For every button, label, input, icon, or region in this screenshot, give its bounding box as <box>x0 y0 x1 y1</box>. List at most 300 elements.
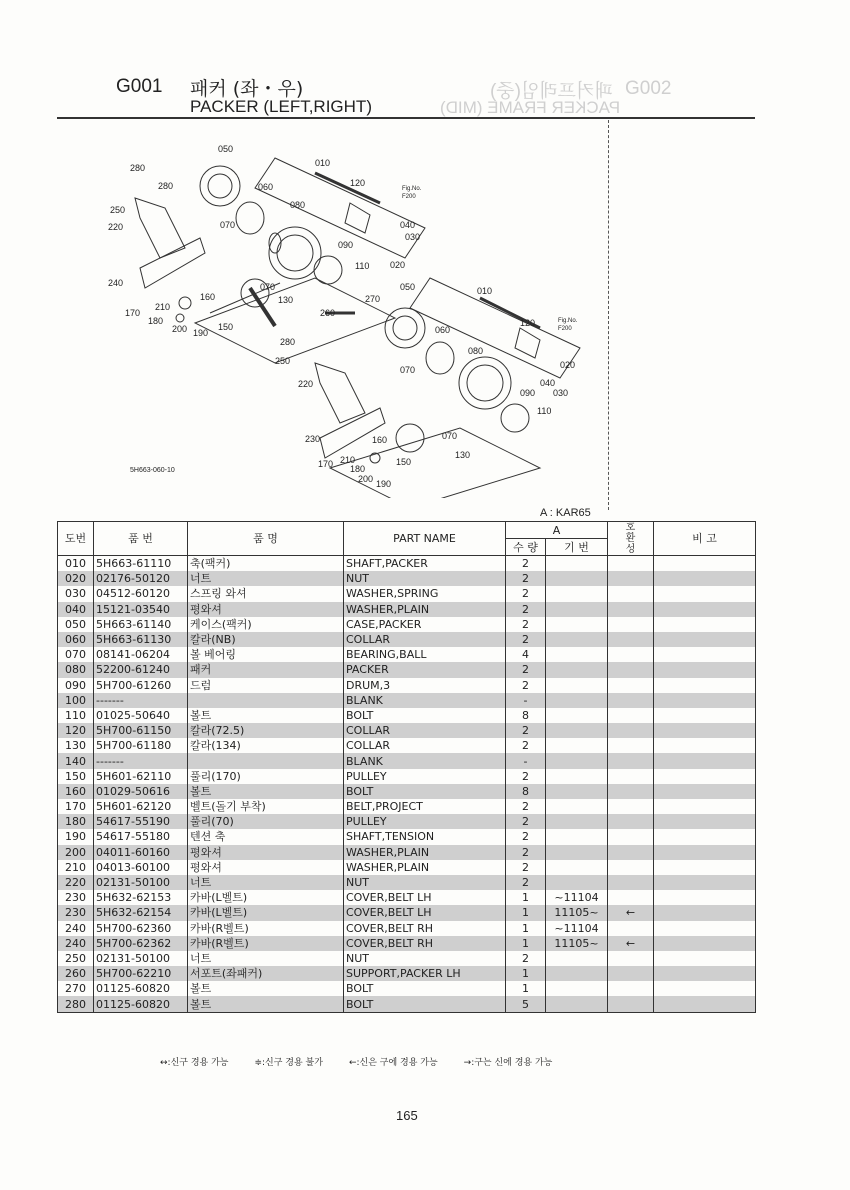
svg-text:130: 130 <box>455 450 471 460</box>
row-ref: 010 <box>58 556 94 572</box>
row-ref: 230 <box>58 890 94 905</box>
row-name-en: WASHER,PLAIN <box>344 602 506 617</box>
row-remarks <box>654 617 756 632</box>
row-qty: 2 <box>506 769 546 784</box>
row-serial <box>546 814 608 829</box>
row-interchange <box>608 996 654 1012</box>
svg-text:050: 050 <box>218 144 234 154</box>
bleed-through-title-ko: 패커프레임(중) <box>490 81 613 102</box>
row-qty: 1 <box>506 905 546 920</box>
row-remarks <box>654 723 756 738</box>
table-row <box>58 602 756 617</box>
row-name-ko: 너트 <box>188 571 344 586</box>
row-name-en: COVER,BELT LH <box>344 890 506 905</box>
row-ref: 160 <box>58 784 94 799</box>
row-part-no: 5H700-61260 <box>94 678 188 693</box>
row-ref: 240 <box>58 921 94 936</box>
row-serial <box>546 860 608 875</box>
svg-text:030: 030 <box>553 388 569 398</box>
row-part-no: 08141-06204 <box>94 647 188 662</box>
row-part-no: ------- <box>94 693 188 708</box>
table-row <box>58 845 756 860</box>
row-part-no: 02131-50100 <box>94 875 188 890</box>
row-name-ko: 볼트 <box>188 996 344 1012</box>
row-remarks <box>654 769 756 784</box>
row-name-ko: 축(팩커) <box>188 556 344 572</box>
row-interchange <box>608 632 654 647</box>
row-qty: - <box>506 693 546 708</box>
row-name-en: COVER,BELT RH <box>344 936 506 951</box>
table-row <box>58 829 756 844</box>
header-name-ko: 품 명 <box>188 522 344 556</box>
row-name-en: BELT,PROJECT <box>344 799 506 814</box>
svg-text:040: 040 <box>540 378 556 388</box>
svg-text:050: 050 <box>400 282 416 292</box>
header-interchange: 호 환 성 <box>608 522 654 556</box>
table-row <box>58 936 756 951</box>
row-qty: 2 <box>506 799 546 814</box>
table-row <box>58 556 756 572</box>
row-name-ko: 너트 <box>188 951 344 966</box>
row-interchange: ← <box>608 905 654 920</box>
row-name-en: NUT <box>344 951 506 966</box>
row-name-ko: 평와셔 <box>188 860 344 875</box>
row-name-ko: 드럼 <box>188 678 344 693</box>
row-qty: 2 <box>506 723 546 738</box>
svg-text:010: 010 <box>477 286 493 296</box>
row-name-en: SUPPORT,PACKER LH <box>344 966 506 981</box>
svg-text:270: 270 <box>365 294 381 304</box>
row-name-ko: 벨트(돌기 부착) <box>188 799 344 814</box>
header-serial: 기 번 <box>546 539 608 556</box>
row-qty: 2 <box>506 829 546 844</box>
row-qty: 2 <box>506 662 546 677</box>
svg-text:070: 070 <box>442 431 458 441</box>
row-qty: 2 <box>506 602 546 617</box>
row-ref: 180 <box>58 814 94 829</box>
header-name-en: PART NAME <box>344 522 506 556</box>
row-interchange <box>608 738 654 753</box>
header-part-no: 품 번 <box>94 522 188 556</box>
section-code: G001 <box>116 76 163 97</box>
svg-text:120: 120 <box>520 318 536 328</box>
row-qty: 4 <box>506 647 546 662</box>
row-remarks <box>654 966 756 981</box>
row-name-ko: 칼라(134) <box>188 738 344 753</box>
row-serial <box>546 693 608 708</box>
row-serial <box>546 799 608 814</box>
row-ref: 140 <box>58 753 94 768</box>
row-interchange <box>608 571 654 586</box>
svg-text:170: 170 <box>318 459 334 469</box>
svg-text:180: 180 <box>350 464 366 474</box>
bleed-through-code: G002 <box>625 78 672 99</box>
svg-text:110: 110 <box>537 406 552 416</box>
row-part-no: 5H632-62153 <box>94 890 188 905</box>
row-name-ko: 케이스(팩커) <box>188 617 344 632</box>
table-row <box>58 723 756 738</box>
row-part-no: 02176-50120 <box>94 571 188 586</box>
row-ref: 150 <box>58 769 94 784</box>
row-serial <box>546 571 608 586</box>
row-remarks <box>654 829 756 844</box>
row-name-en: BOLT <box>344 996 506 1012</box>
svg-text:070: 070 <box>400 365 416 375</box>
table-row <box>58 814 756 829</box>
row-interchange <box>608 662 654 677</box>
row-ref: 240 <box>58 936 94 951</box>
table-row <box>58 951 756 966</box>
svg-text:010: 010 <box>315 158 331 168</box>
row-part-no: 02131-50100 <box>94 951 188 966</box>
row-name-en: PULLEY <box>344 814 506 829</box>
row-name-ko: 풀리(170) <box>188 769 344 784</box>
row-name-en: WASHER,PLAIN <box>344 860 506 875</box>
row-serial <box>546 951 608 966</box>
svg-text:210: 210 <box>340 455 356 465</box>
row-interchange <box>608 693 654 708</box>
legend-item: ≑:신구 경용 불가 <box>254 1058 323 1068</box>
row-name-ko: 평와셔 <box>188 845 344 860</box>
row-part-no: 01025-50640 <box>94 708 188 723</box>
row-remarks <box>654 799 756 814</box>
row-name-ko: 카바(R벨트) <box>188 921 344 936</box>
row-serial <box>546 723 608 738</box>
svg-text:080: 080 <box>290 200 306 210</box>
row-qty: - <box>506 753 546 768</box>
row-remarks <box>654 632 756 647</box>
row-remarks <box>654 693 756 708</box>
table-row <box>58 632 756 647</box>
table-row <box>58 921 756 936</box>
table-row <box>58 662 756 677</box>
row-name-en: BOLT <box>344 981 506 996</box>
section-title-ko: 패커 (좌・우) <box>190 78 304 100</box>
row-ref: 120 <box>58 723 94 738</box>
row-serial <box>546 875 608 890</box>
row-interchange <box>608 784 654 799</box>
row-interchange <box>608 602 654 617</box>
row-serial <box>546 647 608 662</box>
row-qty: 2 <box>506 845 546 860</box>
row-name-ko: 풀리(70) <box>188 814 344 829</box>
row-name-ko: 볼트 <box>188 784 344 799</box>
svg-text:040: 040 <box>400 220 416 230</box>
row-part-no: 5H700-61150 <box>94 723 188 738</box>
table-row <box>58 875 756 890</box>
row-interchange: ← <box>608 936 654 951</box>
row-remarks <box>654 951 756 966</box>
row-name-en: NUT <box>344 875 506 890</box>
row-interchange <box>608 556 654 572</box>
row-interchange <box>608 845 654 860</box>
row-part-no: 52200-61240 <box>94 662 188 677</box>
row-name-ko: 볼트 <box>188 708 344 723</box>
row-name-ko: 볼 베어링 <box>188 647 344 662</box>
row-remarks <box>654 981 756 996</box>
svg-text:240: 240 <box>108 278 124 288</box>
row-interchange <box>608 617 654 632</box>
svg-text:260: 260 <box>320 308 336 318</box>
row-remarks <box>654 996 756 1012</box>
row-remarks <box>654 875 756 890</box>
row-remarks <box>654 738 756 753</box>
row-part-no: 54617-55190 <box>94 814 188 829</box>
svg-text:070: 070 <box>220 220 236 230</box>
legend-item: ↔:신구 경용 가능 <box>160 1058 229 1068</box>
row-serial <box>546 708 608 723</box>
row-ref: 270 <box>58 981 94 996</box>
row-ref: 210 <box>58 860 94 875</box>
row-ref: 170 <box>58 799 94 814</box>
svg-text:Fig.No.: Fig.No. <box>558 318 578 324</box>
svg-text:120: 120 <box>350 178 366 188</box>
row-part-no: 04011-60160 <box>94 845 188 860</box>
row-name-en: WASHER,SPRING <box>344 586 506 601</box>
row-part-no: 54617-55180 <box>94 829 188 844</box>
row-name-en: BOLT <box>344 708 506 723</box>
row-serial <box>546 678 608 693</box>
row-remarks <box>654 814 756 829</box>
svg-text:110: 110 <box>355 261 370 271</box>
svg-text:090: 090 <box>520 388 536 398</box>
row-qty: 1 <box>506 921 546 936</box>
header-rule <box>57 117 755 119</box>
row-qty: 2 <box>506 617 546 632</box>
row-qty: 2 <box>506 556 546 572</box>
parts-table-body <box>58 556 756 1013</box>
table-row <box>58 708 756 723</box>
row-serial <box>546 981 608 996</box>
svg-text:150: 150 <box>396 457 412 467</box>
row-remarks <box>654 662 756 677</box>
row-interchange <box>608 753 654 768</box>
row-ref: 130 <box>58 738 94 753</box>
row-name-en: BOLT <box>344 784 506 799</box>
svg-text:200: 200 <box>172 324 188 334</box>
row-ref: 020 <box>58 571 94 586</box>
row-name-ko: 카바(L벨트) <box>188 905 344 920</box>
row-interchange <box>608 723 654 738</box>
row-name-en: NUT <box>344 571 506 586</box>
row-qty: 1 <box>506 890 546 905</box>
row-qty: 1 <box>506 981 546 996</box>
row-name-en: BEARING,BALL <box>344 647 506 662</box>
row-serial <box>546 738 608 753</box>
row-serial <box>546 769 608 784</box>
row-name-ko: 칼라(NB) <box>188 632 344 647</box>
row-interchange <box>608 921 654 936</box>
header-group-a: A <box>506 522 608 539</box>
row-interchange <box>608 829 654 844</box>
row-remarks <box>654 921 756 936</box>
svg-text:150: 150 <box>218 322 234 332</box>
row-serial: 11105~ <box>546 936 608 951</box>
row-name-ko: 텐션 축 <box>188 829 344 844</box>
row-interchange <box>608 586 654 601</box>
row-serial <box>546 556 608 572</box>
row-serial <box>546 845 608 860</box>
table-row <box>58 586 756 601</box>
row-remarks <box>654 890 756 905</box>
row-qty: 1 <box>506 966 546 981</box>
row-qty: 2 <box>506 632 546 647</box>
row-qty: 2 <box>506 860 546 875</box>
row-part-no: 5H700-62362 <box>94 936 188 951</box>
svg-text:190: 190 <box>193 328 209 338</box>
row-part-no: 5H601-62120 <box>94 799 188 814</box>
row-name-ko: 스프링 와셔 <box>188 586 344 601</box>
row-name-en: SHAFT,PACKER <box>344 556 506 572</box>
row-part-no: 04013-60100 <box>94 860 188 875</box>
svg-text:030: 030 <box>405 232 421 242</box>
row-ref: 200 <box>58 845 94 860</box>
row-qty: 2 <box>506 814 546 829</box>
row-ref: 110 <box>58 708 94 723</box>
row-interchange <box>608 966 654 981</box>
row-part-no: 5H700-62210 <box>94 966 188 981</box>
svg-text:160: 160 <box>200 292 216 302</box>
svg-text:210: 210 <box>155 302 171 312</box>
row-name-en: SHAFT,TENSION <box>344 829 506 844</box>
row-name-en: COLLAR <box>344 738 506 753</box>
row-name-ko: 볼트 <box>188 981 344 996</box>
row-qty: 8 <box>506 708 546 723</box>
row-qty: 1 <box>506 936 546 951</box>
table-row <box>58 799 756 814</box>
row-interchange <box>608 860 654 875</box>
row-part-no: 15121-03540 <box>94 602 188 617</box>
section-title-en: PACKER (LEFT,RIGHT) <box>190 97 372 116</box>
row-interchange <box>608 951 654 966</box>
row-name-ko: 카바(L벨트) <box>188 890 344 905</box>
row-ref: 190 <box>58 829 94 844</box>
row-serial <box>546 996 608 1012</box>
row-remarks <box>654 845 756 860</box>
row-interchange <box>608 890 654 905</box>
row-name-en: WASHER,PLAIN <box>344 845 506 860</box>
row-name-en: DRUM,3 <box>344 678 506 693</box>
row-name-en: PACKER <box>344 662 506 677</box>
row-serial: ~11104 <box>546 890 608 905</box>
row-part-no: 01125-60820 <box>94 996 188 1012</box>
row-name-en: PULLEY <box>344 769 506 784</box>
row-part-no: 04512-60120 <box>94 586 188 601</box>
row-name-ko: 서포트(좌패커) <box>188 966 344 981</box>
figure-code: 5H663-060-10 <box>130 467 175 474</box>
row-remarks <box>654 936 756 951</box>
legend-item: →:구는 신에 경용 가능 <box>463 1058 553 1068</box>
table-row <box>58 678 756 693</box>
row-serial <box>546 586 608 601</box>
row-remarks <box>654 647 756 662</box>
table-row <box>58 769 756 784</box>
row-ref: 090 <box>58 678 94 693</box>
table-row <box>58 617 756 632</box>
row-name-en: COLLAR <box>344 632 506 647</box>
svg-text:080: 080 <box>468 346 484 356</box>
table-row <box>58 693 756 708</box>
svg-text:220: 220 <box>298 379 314 389</box>
row-name-en: COLLAR <box>344 723 506 738</box>
page-number: 165 <box>396 1108 418 1123</box>
row-name-en: BLANK <box>344 753 506 768</box>
table-row <box>58 981 756 996</box>
row-interchange <box>608 875 654 890</box>
row-remarks <box>654 784 756 799</box>
row-ref: 060 <box>58 632 94 647</box>
row-interchange <box>608 769 654 784</box>
svg-text:280: 280 <box>280 337 296 347</box>
row-remarks <box>654 708 756 723</box>
row-interchange <box>608 647 654 662</box>
row-serial <box>546 632 608 647</box>
row-part-no: 01029-50616 <box>94 784 188 799</box>
row-name-ko: 평와셔 <box>188 602 344 617</box>
model-label: A : KAR65 <box>540 507 591 519</box>
row-qty: 8 <box>506 784 546 799</box>
table-row <box>58 966 756 981</box>
row-part-no: 5H663-61110 <box>94 556 188 572</box>
table-row <box>58 753 756 768</box>
row-qty: 2 <box>506 586 546 601</box>
row-ref: 250 <box>58 951 94 966</box>
table-row <box>58 647 756 662</box>
row-ref: 280 <box>58 996 94 1012</box>
row-qty: 5 <box>506 996 546 1012</box>
svg-text:220: 220 <box>108 222 124 232</box>
row-name-ko: 카바(R벨트) <box>188 936 344 951</box>
row-ref: 070 <box>58 647 94 662</box>
row-name-ko: 너트 <box>188 875 344 890</box>
row-qty: 2 <box>506 875 546 890</box>
svg-text:070: 070 <box>260 282 276 292</box>
row-name-ko: 패커 <box>188 662 344 677</box>
row-interchange <box>608 981 654 996</box>
svg-text:060: 060 <box>435 325 451 335</box>
row-serial <box>546 602 608 617</box>
row-name-en: COVER,BELT LH <box>344 905 506 920</box>
row-name-ko: 칼라(72.5) <box>188 723 344 738</box>
header-remarks: 비 고 <box>654 522 756 556</box>
header-qty: 수 량 <box>506 539 546 556</box>
row-ref: 040 <box>58 602 94 617</box>
row-ref: 080 <box>58 662 94 677</box>
row-qty: 2 <box>506 738 546 753</box>
row-serial <box>546 966 608 981</box>
row-qty: 2 <box>506 678 546 693</box>
svg-text:230: 230 <box>305 434 321 444</box>
row-ref: 100 <box>58 693 94 708</box>
svg-text:250: 250 <box>275 356 291 366</box>
svg-text:060: 060 <box>258 182 274 192</box>
svg-text:250: 250 <box>110 205 126 215</box>
svg-text:020: 020 <box>560 360 576 370</box>
row-ref: 230 <box>58 905 94 920</box>
table-row <box>58 890 756 905</box>
header-ref: 도번 <box>58 522 94 556</box>
table-row <box>58 738 756 753</box>
row-part-no: 5H632-62154 <box>94 905 188 920</box>
parts-table <box>57 521 756 1013</box>
svg-text:Fig.No.: Fig.No. <box>402 186 422 192</box>
row-serial <box>546 753 608 768</box>
row-serial: 11105~ <box>546 905 608 920</box>
row-remarks <box>654 586 756 601</box>
table-row <box>58 905 756 920</box>
row-remarks <box>654 678 756 693</box>
row-remarks <box>654 602 756 617</box>
